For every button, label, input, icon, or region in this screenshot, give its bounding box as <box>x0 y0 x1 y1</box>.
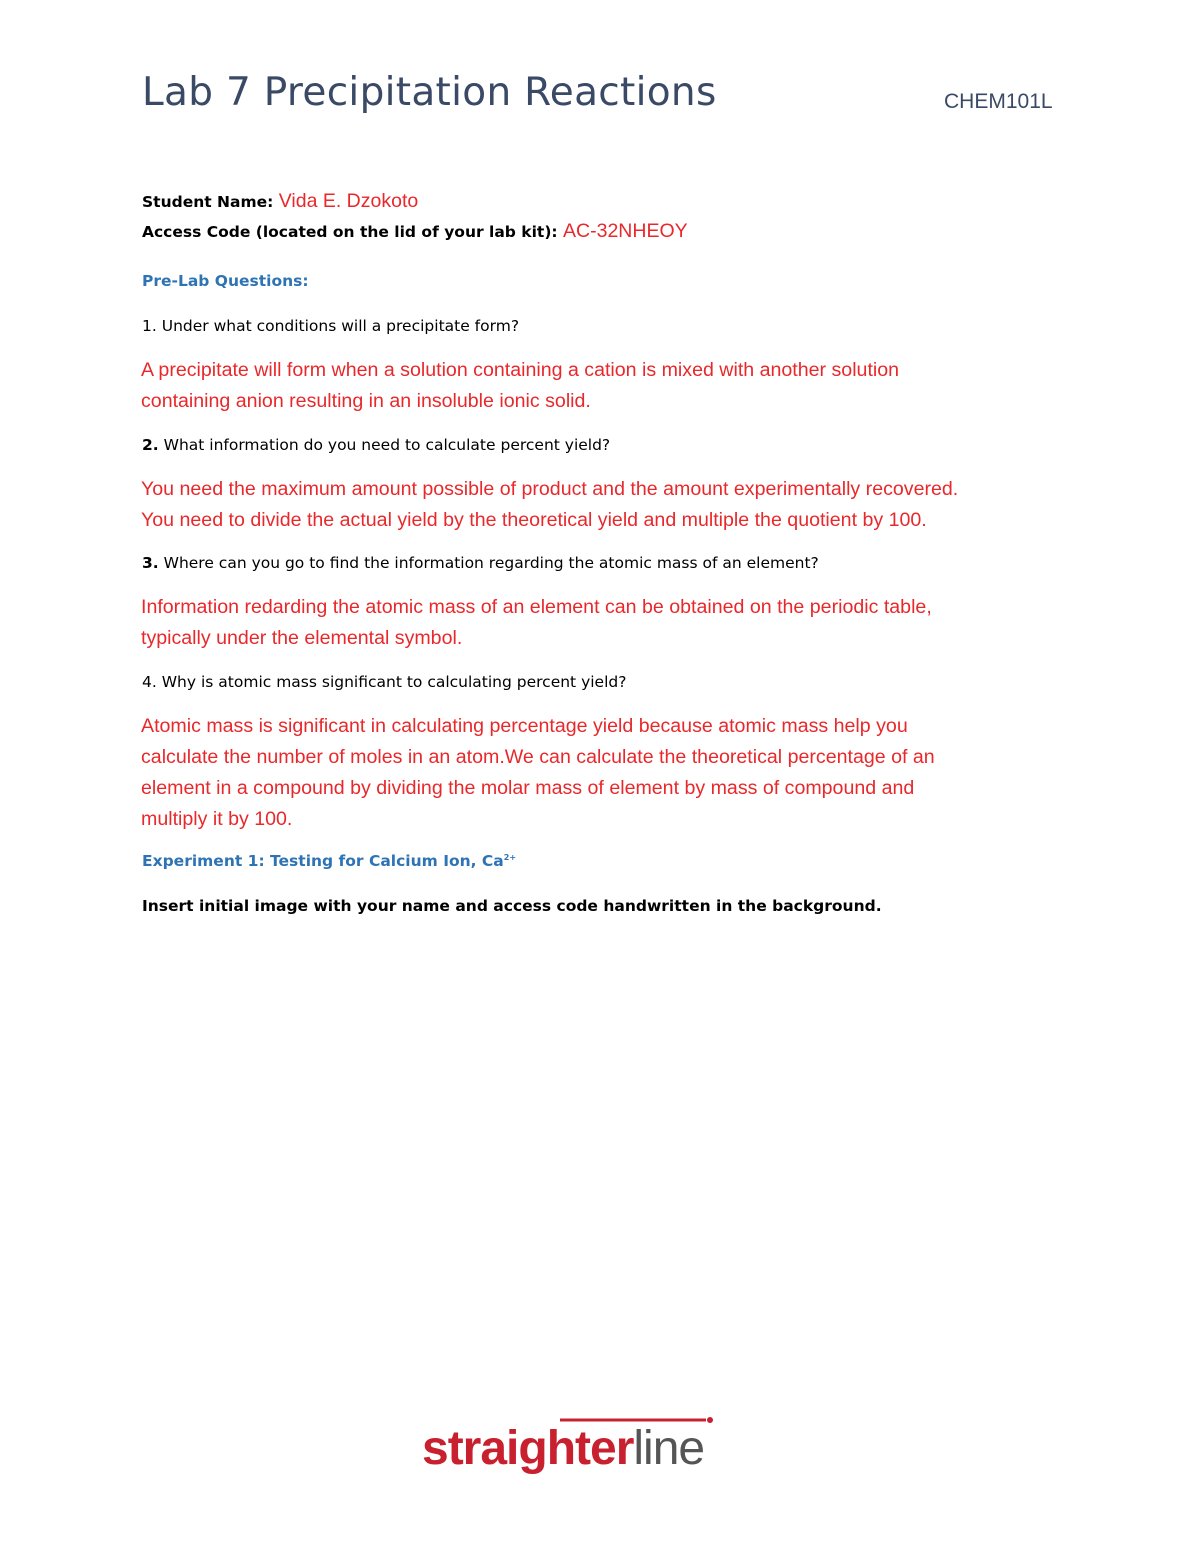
access-code-value: AC-32NHEOY <box>563 220 688 242</box>
answer-3 <box>141 592 1061 654</box>
answer-2 <box>141 474 1061 536</box>
question-number: 1. <box>142 317 157 335</box>
straighterline-logo <box>422 1414 782 1484</box>
question-2 <box>142 436 610 454</box>
experiment-1-heading <box>142 852 516 870</box>
answer-1 <box>141 355 1061 417</box>
student-name-line <box>142 190 418 213</box>
answer-4 <box>141 711 1061 835</box>
student-name-label: Student Name: <box>142 193 279 211</box>
logo-bold-word: straighter <box>422 1422 634 1475</box>
question-4 <box>142 673 626 691</box>
page-title: Lab 7 Precipitation Reactions <box>142 70 717 115</box>
answer-line: You need the maximum amount possible of product and the amount experimentally recovered. <box>141 478 959 500</box>
experiment-1-heading-text: Experiment 1: Testing for Calcium Ion, Ca <box>142 852 504 870</box>
student-name-value: Vida E. Dzokoto <box>278 190 419 212</box>
question-text: Under what conditions will a precipitate form? <box>156 317 520 335</box>
answer-line: multiply it by 100. <box>141 808 293 830</box>
answer-line: containing anion resulting in an insoluble ionic solid. <box>141 390 591 412</box>
answer-line: calculate the number of moles in an atom.We can calculate the theoretical percentage of an <box>141 746 935 768</box>
question-number: 4. <box>142 673 157 691</box>
svg-text:straighterline <box>422 1422 704 1475</box>
answer-line: element in a compound by dividing the molar mass of element by mass of compound and <box>141 777 915 799</box>
question-number: 2. <box>142 436 159 454</box>
logo-light-word: line <box>633 1422 705 1475</box>
question-1 <box>142 317 519 335</box>
question-text: Why is atomic mass significant to calculating percent yield? <box>156 673 627 691</box>
course-code: CHEM101L <box>944 90 1053 113</box>
question-3 <box>142 554 819 572</box>
answer-line: You need to divide the actual yield by the theoretical yield and multiple the quotient by 100. <box>141 509 927 531</box>
access-code-line <box>142 220 688 243</box>
question-text: What information do you need to calculate percent yield? <box>158 436 611 454</box>
answer-line: typically under the elemental symbol. <box>141 627 463 649</box>
answer-line: A precipitate will form when a solution containing a cation is mixed with another solution <box>141 359 900 381</box>
answer-line: Information redarding the atomic mass of an element can be obtained on the periodic table, <box>141 596 932 618</box>
access-code-label: Access Code (located on the lid of your lab kit): <box>142 223 564 241</box>
question-number: 3. <box>142 554 159 572</box>
calcium-charge-superscript: 2+ <box>503 853 517 862</box>
image-instruction: Insert initial image with your name and access code handwritten in the background. <box>142 897 882 915</box>
answer-line: Atomic mass is significant in calculating percentage yield because atomic mass help you <box>141 715 908 737</box>
logo-dot-mark <box>707 1417 713 1423</box>
prelab-heading: Pre-Lab Questions: <box>142 272 309 290</box>
question-text: Where can you go to find the information regarding the atomic mass of an element? <box>158 554 819 572</box>
